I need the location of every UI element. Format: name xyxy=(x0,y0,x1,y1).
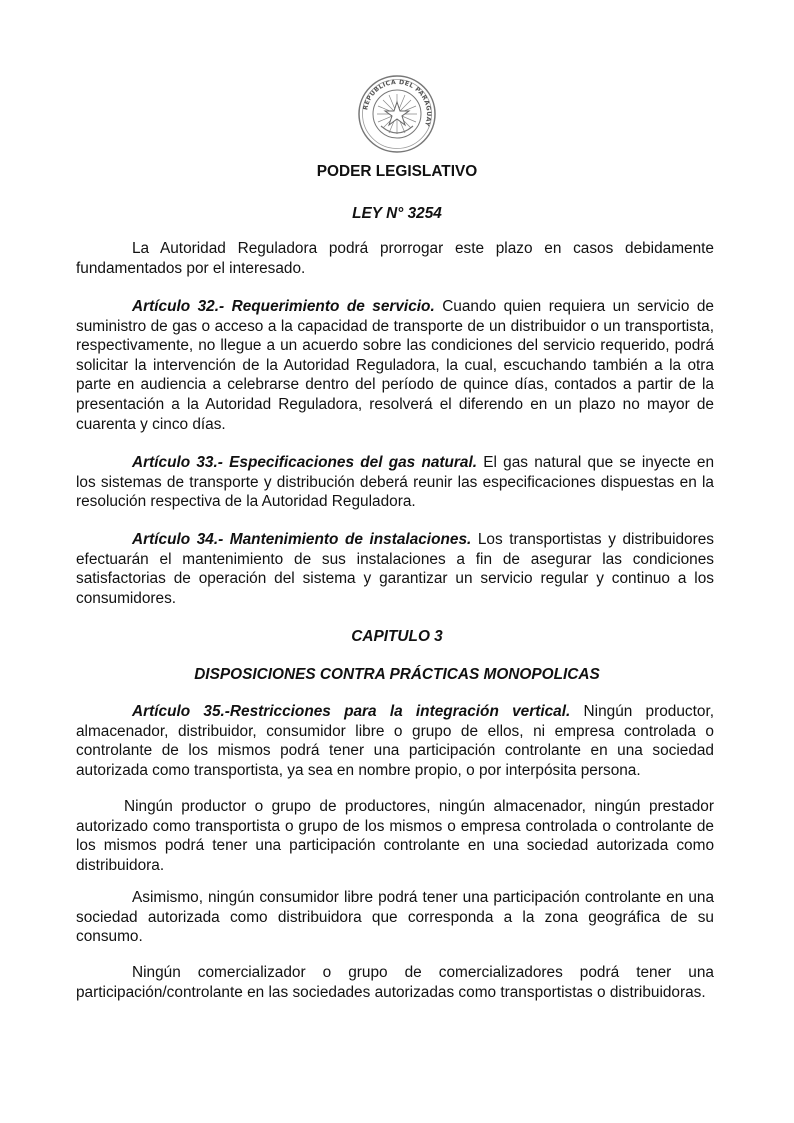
article-35-text: Ningún productor, almacenador, distribuidor, consumidor libre o grupo de ellos, ni empresa controlada o controlante de los mismos podrá tener una participación controlante en una sociedad autorizada como transportista, ya sea en nombre propio, o por interpósita persona. xyxy=(76,703,714,779)
article-35 xyxy=(76,702,714,780)
institution-heading: PODER LEGISLATIVO xyxy=(316,163,478,180)
article-32-title: Artículo 32.- Requerimiento de servicio. xyxy=(132,298,435,315)
paragraph-asimismo: Asimismo, ningún consumidor libre podrá tener una participación controlante en una sociedad autorizada como distribuidora que corresponda a la zona geográfica de su consumo. xyxy=(76,889,714,946)
article-32 xyxy=(76,297,714,434)
article-35-title: Artículo 35.-Restricciones para la integración vertical. xyxy=(132,703,571,720)
svg-text:REPUBLICA DEL PARAGUAY: REPUBLICA DEL PARAGUAY xyxy=(362,78,433,128)
article-33 xyxy=(76,453,714,512)
article-34-title: Artículo 34.- Mantenimiento de instalaciones. xyxy=(132,531,472,548)
article-33-text: El gas natural que se inyecte en los sistemas de transporte y distribución deberá reunir las especificaciones dispuestas en la resolución respectiva de la Autoridad Reguladora. xyxy=(76,454,714,511)
law-number-heading: LEY N° 3254 xyxy=(352,205,442,222)
article-34 xyxy=(76,530,714,608)
article-33-title: Artículo 33.- Especificaciones del gas natural. xyxy=(132,454,478,471)
article-34-text: Los transportistas y distribuidores efectuarán el mantenimiento de sus instalaciones a fin de asegurar las condiciones satisfactorias de operación del sistema y garantizar un servicio regular y continuo a los consumidores. xyxy=(76,531,714,607)
article-32-text: Cuando quien requiera un servicio de suministro de gas o acceso a la capacidad de transporte de un distribuidor o un transportista, respectivamente, no llegue a un acuerdo sobre las condiciones del servicio requerido, podrá solicitar la intervención de la Autoridad Reguladora, la cual, escuchando también a la otra parte en audiencia a celebrarse dentro del período de quince días, contados a partir de la presentación a la Autoridad Reguladora, resolverá el diferendo en un plazo no mayor de cuarenta y cinco días. xyxy=(76,298,714,433)
paragraph-prorroga: La Autoridad Reguladora podrá prorrogar este plazo en casos debidamente fundamentados por el interesado. xyxy=(76,240,714,277)
paragraph-ningun-comercializador: Ningún comercializador o grupo de comercializadores podrá tener una participación/controlante en las sociedades autorizadas como transportistas o distribuidoras. xyxy=(76,964,714,1001)
paragraph-ningun-productor: Ningún productor o grupo de productores, ningún almacenador, ningún prestador autorizado como transportista o grupo de los mismos o empresa controlada o controlante de los mismos podrá tener una participación controlante en una sociedad autorizada como distribuidora. xyxy=(76,798,714,874)
chapter-heading: CAPITULO 3 xyxy=(351,628,443,645)
national-seal-icon xyxy=(357,74,437,154)
chapter-title: DISPOSICIONES CONTRA PRÁCTICAS MONOPOLICAS xyxy=(194,666,600,683)
